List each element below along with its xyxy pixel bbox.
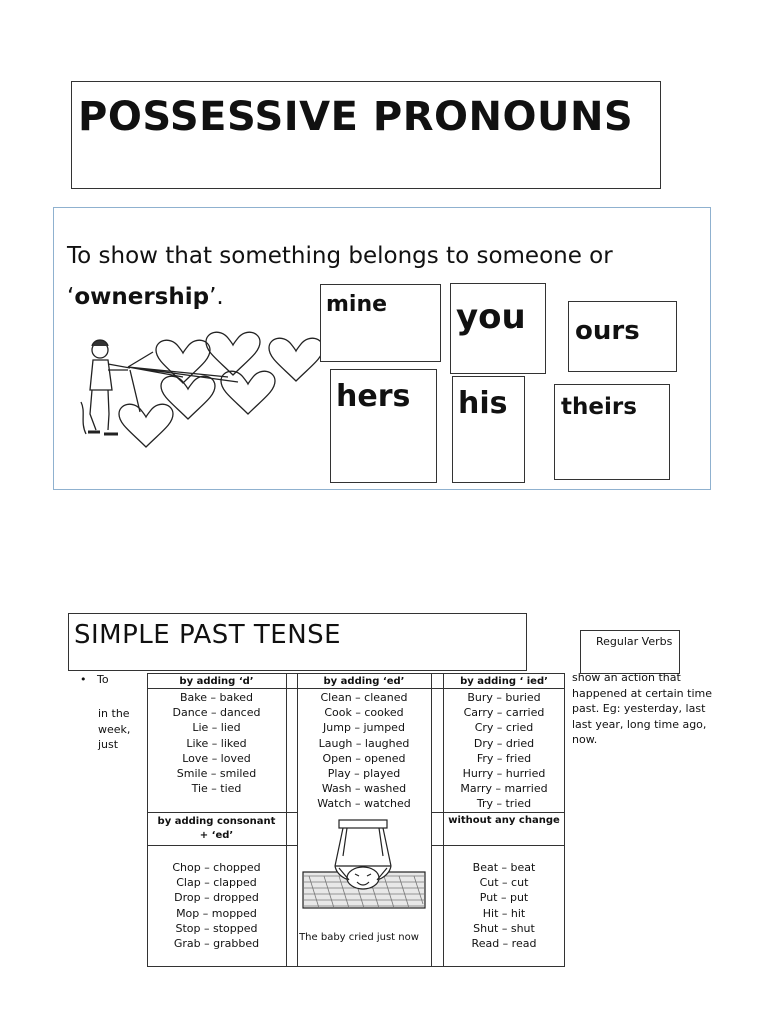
column-adding-ed xyxy=(297,690,431,812)
verb-pair: Play – played xyxy=(327,767,401,781)
column-adding-consonant xyxy=(147,860,286,951)
verb-pair: Lie – lied xyxy=(192,721,241,735)
verb-pair: Laugh – laughed xyxy=(318,736,410,750)
header-line: by adding consonant xyxy=(157,816,276,827)
column-adding-ied xyxy=(443,690,565,812)
verb-pair: Like – liked xyxy=(186,736,247,750)
table-divider xyxy=(147,688,565,689)
verb-pair: Cry – cried xyxy=(474,721,534,735)
quote-close: ’. xyxy=(209,284,224,310)
verb-pair: Hurry – hurried xyxy=(462,767,546,781)
pronoun-ours: ours xyxy=(575,316,640,346)
verb-pair: Carry – carried xyxy=(463,706,545,720)
side-line: last year, long time ago, xyxy=(572,717,707,731)
verb-pair: Bake – baked xyxy=(180,691,253,704)
side-line: show an action that xyxy=(572,671,681,684)
side-line: happened at certain time xyxy=(572,686,712,700)
header-without-change: without any change xyxy=(448,815,560,826)
verb-pair: Drop – dropped xyxy=(174,891,259,905)
header-adding-consonant xyxy=(147,815,286,843)
verb-pair: Watch – watched xyxy=(317,797,411,811)
regular-verbs-label: Regular Verbs xyxy=(596,635,673,648)
pronoun-his: his xyxy=(458,386,508,421)
heart-icon xyxy=(206,332,260,375)
left-fragments xyxy=(98,706,146,753)
table-divider xyxy=(431,845,565,846)
verb-pair: Wash – washed xyxy=(321,782,407,796)
verb-pair: Jump – jumped xyxy=(323,721,405,735)
crying-baby-illustration xyxy=(299,816,429,911)
heart-icon xyxy=(269,338,323,381)
column-adding-d xyxy=(147,690,286,796)
table-divider xyxy=(286,673,287,967)
verb-pair: Chop – chopped xyxy=(172,861,261,874)
verb-pair: Put – put xyxy=(479,891,529,905)
verb-pair: Love – loved xyxy=(182,751,251,765)
verb-pair: Smile – smiled xyxy=(176,767,257,781)
side-line: now. xyxy=(572,733,598,746)
column-without-change xyxy=(443,860,565,951)
verb-pair: Fry – fried xyxy=(476,751,532,765)
pronoun-hers: hers xyxy=(336,379,411,414)
verb-pair: Shut – shut xyxy=(473,921,535,935)
heart-icon xyxy=(119,404,173,447)
image-caption: The baby cried just now xyxy=(299,932,419,943)
verb-pair: Grab – grabbed xyxy=(173,937,260,951)
bullet-point: • To xyxy=(80,673,109,686)
pronoun-you: you xyxy=(456,297,526,337)
verb-pair: Hit – hit xyxy=(482,906,526,920)
verb-pair: Open – opened xyxy=(322,751,406,765)
header-adding-ed: by adding ‘ed’ xyxy=(323,676,405,687)
heart-icon xyxy=(161,376,215,419)
verb-pair: Cook – cooked xyxy=(324,706,404,720)
fragment-line: in the xyxy=(98,707,130,720)
table-divider xyxy=(147,812,298,813)
verb-pair: Stop – stopped xyxy=(175,921,258,935)
header-line: + ‘ed’ xyxy=(199,830,234,841)
boy-hearts-illustration xyxy=(78,322,328,450)
side-line: past. Eg: yesterday, last xyxy=(572,702,706,715)
verb-pair: Clean – cleaned xyxy=(320,691,408,704)
pronoun-theirs: theirs xyxy=(561,394,637,420)
verb-pair: Clap – clapped xyxy=(176,876,257,890)
table-divider xyxy=(431,812,565,813)
pronoun-mine: mine xyxy=(326,292,388,317)
verb-pair: Tie – tied xyxy=(191,782,242,796)
verb-pair: Read – read xyxy=(471,937,537,951)
past-tense-title: SIMPLE PAST TENSE xyxy=(74,620,342,650)
quote-open: ‘ xyxy=(67,284,75,310)
definition-line-2 xyxy=(67,284,224,310)
header-adding-d: by adding ‘d’ xyxy=(179,676,254,687)
table-divider xyxy=(431,673,432,967)
verb-pair: Try – tried xyxy=(476,797,532,811)
verb-pair: Bury – buried xyxy=(467,691,541,704)
table-divider xyxy=(147,845,298,846)
verb-pair: Dance – danced xyxy=(172,706,261,720)
verb-pair: Marry – married xyxy=(460,782,548,796)
verb-pair: Beat – beat xyxy=(472,861,536,874)
page-title: POSSESSIVE PRONOUNS xyxy=(78,94,634,140)
ownership-word: ownership xyxy=(74,284,210,310)
verb-pair: Cut – cut xyxy=(479,876,529,890)
heart-icon xyxy=(221,371,275,414)
bullet-text: To xyxy=(96,673,109,686)
header-adding-ied: by adding ‘ ied’ xyxy=(460,676,548,687)
fragment-line: just xyxy=(98,738,119,751)
verb-pair: Dry – dried xyxy=(473,736,535,750)
verb-pair: Mop – mopped xyxy=(176,906,257,920)
definition-line-1: To show that something belongs to someone or xyxy=(67,243,613,269)
fragment-line: week, xyxy=(98,722,131,736)
side-explanation xyxy=(572,670,722,748)
